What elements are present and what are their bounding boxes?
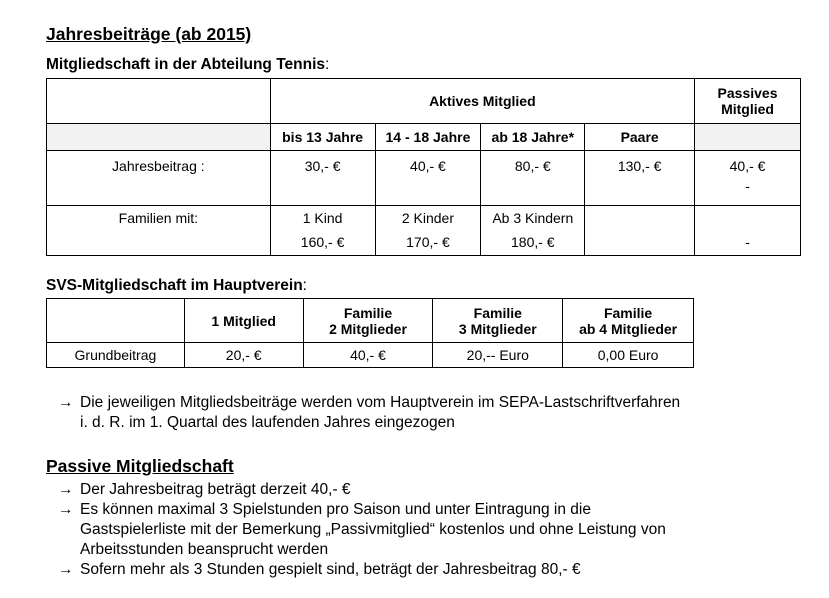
passive-member-header [695,79,801,124]
page-heading: Jahresbeiträge (ab 2015) [46,24,252,44]
svs-header-familie-ab-4 [563,299,694,343]
family-passive-empty [695,206,801,230]
family-1-kind: 1 Kind [270,206,375,230]
passive-header-line1: Passives [717,85,778,101]
note-text-1: Die jeweiligen Mitgliedsbeiträge werden vom Hauptverein im SEPA-Lastschriftverfahren [80,394,681,411]
col-header-paare: Paare [585,124,695,151]
col-header-bis-13: bis 13 Jahre [270,124,375,151]
svs-grundbeitrag-row [47,343,694,368]
passive-bullet-1-line-1: Der Jahresbeitrag beträgt derzeit 40,- € [80,481,351,498]
svs-header-empty-cell [47,299,185,343]
svs-header-2-line1: Familie [343,304,393,321]
svs-header-4-line1: Familie [603,304,653,321]
tennis-title-colon: : [325,56,330,73]
arrow-icon: → [58,501,74,518]
col-header-ab-18: ab 18 Jahre* [481,124,585,151]
svs-section-title [46,277,307,295]
fee-paare: 130,- € [585,151,695,206]
fee-ab-18: 80,- € [481,151,585,206]
arrow-icon: → [58,561,74,578]
svs-header-3-line1: Familie [473,304,522,321]
svs-row-label: Grundbeitrag [47,343,185,368]
fee-passive [695,151,801,206]
tennis-family-members-row [47,206,801,230]
family-row-label: Familien mit: [47,206,271,230]
tennis-group-header-row [47,79,801,124]
svs-header-row [47,299,694,343]
svs-header-familie-2 [303,299,433,343]
tennis-title-text: Mitgliedschaft in der Abteilung Tennis [46,56,326,73]
svs-title-text: SVS-Mitgliedschaft im Hauptverein [46,277,303,294]
passive-bullet-2-line-2: Gastspielerliste mit der Bemerkung „Passivmitglied“ kostenlos und ohne Leistung von [80,521,666,538]
fee-bis-13: 30,- € [270,151,375,206]
svs-value-familie-3: 20,-- Euro [433,343,563,368]
svs-header-2-line2: 2 Mitglieder [329,320,407,337]
active-member-header: Aktives Mitglied [270,79,694,124]
family-paare-empty [585,206,695,230]
col-header-passive-empty [695,124,801,151]
passive-bullet-2-line-1: Es können maximal 3 Spielstunden pro Saison und unter Eintragung in die [80,501,591,518]
svs-value-familie-2: 40,- € [303,343,433,368]
family-value-1-kind: 160,- € [270,230,375,256]
family-value-2-kinder: 170,- € [375,230,481,256]
family-value-passive: - [695,230,801,256]
family-2-kinder: 2 Kinder [375,206,481,230]
svs-header-1-line1: 1 Mitglied [211,312,276,329]
family-values-label-empty [47,230,271,256]
tennis-fee-row [47,151,801,206]
tennis-column-header-row [47,124,801,151]
fee-passive-dash: - [745,178,750,194]
passive-section-title: Passive Mitgliedschaft [46,456,234,476]
tennis-family-values-row [47,230,801,256]
svs-header-3-line2: 3 Mitglieder [458,320,537,337]
tennis-section-title [46,56,329,74]
passive-bullet-3 [58,560,666,580]
fee-passive-value: 40,- € [729,158,766,174]
passive-bullet-3-line-1: Sofern mehr als 3 Stunden gespielt sind, beträgt der Jahresbeitrag 80,- € [80,561,581,578]
tennis-header-empty-cell [47,79,271,124]
svs-title-colon: : [302,277,307,294]
tennis-colheader-empty-cell [47,124,271,151]
passive-bullet-1 [58,480,666,500]
note-line-1 [58,393,680,413]
svs-value-familie-ab-4: 0,00 Euro [563,343,694,368]
arrow-icon: → [58,394,74,411]
family-value-ab-3-kindern: 180,- € [481,230,585,256]
fee-row-label: Jahresbeitrag : [47,151,271,206]
passive-bullet-2 [58,500,666,560]
note-block [58,393,680,433]
passive-header-line2: Mitglied [721,101,774,117]
col-header-14-18: 14 - 18 Jahre [375,124,481,151]
family-ab-3-kindern: Ab 3 Kindern [481,206,585,230]
fee-14-18: 40,- € [375,151,481,206]
svs-header-familie-3 [433,299,563,343]
note-line-2: i. d. R. im 1. Quartal des laufenden Jahres eingezogen [80,414,455,431]
svs-header-1-mitglied [184,299,303,343]
passive-bullets [58,480,666,580]
passive-bullet-2-line-3: Arbeitsstunden beansprucht werden [80,541,329,558]
family-value-paare-empty [585,230,695,256]
svs-value-1-mitglied: 20,- € [184,343,303,368]
svs-fee-table [46,298,694,368]
arrow-icon: → [58,481,74,498]
svs-header-4-line2: ab 4 Mitglieder [579,320,678,337]
tennis-fee-table [46,78,801,256]
